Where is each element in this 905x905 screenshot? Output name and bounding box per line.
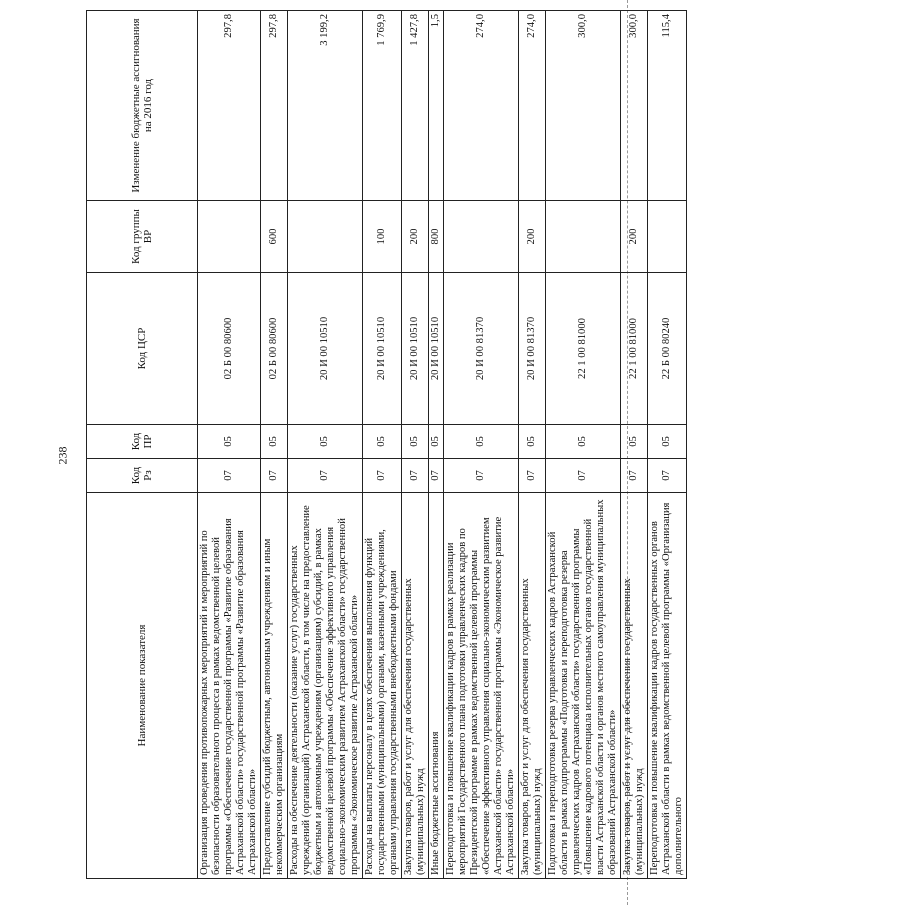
cell-rz: 07 [402, 459, 429, 493]
table-row [429, 11, 444, 879]
header-amount: Изменение бюджетные ассигнования на 2016 год [87, 11, 198, 201]
cell-pr: 05 [444, 425, 519, 459]
cell-amount: 1 769,9 [363, 11, 402, 201]
cell-vr: 200 [621, 201, 648, 273]
cell-name: Подготовка и переподготовка резерва управленческих кадров Астраханской области в рамках подпрограммы «Подготовка и переподготовка резерва управленческих кадров Астраханской области» государственной программы «Повышение кадрового потенциала исполнительных органов государственной власти Астраханской области и органов местного самоуправления муниципальных образований Астраханской области» [546, 493, 621, 879]
table-header-row [87, 11, 198, 879]
cell-name: Расходы на обеспечение деятельности (оказание услуг) государственных учреждений (организаций) Астраханской области, в том числе на предоставление бюджетным и автономным учреждениям (организациям) субсидий, в рамках ведомственной целевой программы «Обеспечение эффективного управления социально-экономическим развитием Астраханской области» государственной программы «Экономическое развитие Астраханской области» [288, 493, 363, 879]
cell-pr: 05 [519, 425, 546, 459]
cell-csr: 20 И 00 81370 [519, 273, 546, 425]
cell-amount: 1 427,8 [402, 11, 429, 201]
cell-rz: 07 [621, 459, 648, 493]
header-name: Наименование показателя [87, 493, 198, 879]
cell-csr: 22 1 00 81000 [546, 273, 621, 425]
cell-rz: 07 [261, 459, 288, 493]
cell-amount: 297,8 [261, 11, 288, 201]
cell-vr [546, 201, 621, 273]
cell-vr: 200 [402, 201, 429, 273]
cell-vr [288, 201, 363, 273]
table-row [546, 11, 621, 879]
cell-rz: 07 [444, 459, 519, 493]
cell-rz: 07 [429, 459, 444, 493]
cell-name: Переподготовка и повышение квалификации кадров в рамках реализации мероприятий Государственного плана подготовки управленческих кадров по Президентской программе в рамках ведомственной целевой программы «Обеспечение эффективного управления социально-экономическим развитием Астраханской области» государственной программы «Экономическое развитие Астраханской области» [444, 493, 519, 879]
cell-csr: 20 И 00 81370 [444, 273, 519, 425]
cell-rz: 07 [546, 459, 621, 493]
table-row [363, 11, 402, 879]
page-number: 238 [55, 446, 70, 465]
cell-csr: 20 И 00 10510 [402, 273, 429, 425]
cell-amount: 115,4 [648, 11, 687, 201]
cell-csr: 20 И 00 10510 [429, 273, 444, 425]
cell-pr: 05 [402, 425, 429, 459]
cell-name: Закупка товаров, работ и услуг для обеспечения государственных (муниципальных) нужд [519, 493, 546, 879]
cell-rz: 07 [363, 459, 402, 493]
table-row [444, 11, 519, 879]
header-pr: Код ПР [87, 425, 198, 459]
table-row [198, 11, 261, 879]
cell-vr [648, 201, 687, 273]
header-rz: Код Рз [87, 459, 198, 493]
cell-vr [198, 201, 261, 273]
cell-vr: 600 [261, 201, 288, 273]
cell-rz: 07 [519, 459, 546, 493]
cell-pr: 05 [546, 425, 621, 459]
cell-csr: 02 Б 00 80600 [261, 273, 288, 425]
cell-amount: 274,0 [519, 11, 546, 201]
cell-name: Иные бюджетные ассигнования [429, 493, 444, 879]
cell-amount: 3 199,2 [288, 11, 363, 201]
cell-vr: 200 [519, 201, 546, 273]
cell-csr: 22 1 00 81000 [621, 273, 648, 425]
table-row [648, 11, 687, 879]
table-row [261, 11, 288, 879]
cell-rz: 07 [648, 459, 687, 493]
cell-rz: 07 [288, 459, 363, 493]
cell-csr: 20 И 00 10510 [363, 273, 402, 425]
cell-rz: 07 [198, 459, 261, 493]
cell-csr: 22 Б 00 80240 [648, 273, 687, 425]
cell-pr: 05 [261, 425, 288, 459]
cell-pr: 05 [198, 425, 261, 459]
cell-vr [444, 201, 519, 273]
cell-amount: 300,0 [546, 11, 621, 201]
header-vr: Код группы ВР [87, 201, 198, 273]
cell-name: Закупка товаров, работ и услуг для обеспечения государственных (муниципальных) нужд [402, 493, 429, 879]
cell-pr: 05 [621, 425, 648, 459]
cell-amount: 1,5 [429, 11, 444, 201]
table-row [288, 11, 363, 879]
cell-pr: 05 [429, 425, 444, 459]
cell-csr: 20 И 00 10510 [288, 273, 363, 425]
cell-name: Организация проведения противопожарных мероприятий и мероприятий по безопасности образовательного процесса в рамках ведомственной целевой программы «Обеспечение государственной программы «Развитие образования Астраханской области» государственной программы «Развитие образования Астраханской области» [198, 493, 261, 879]
cell-amount: 300,0 [621, 11, 648, 201]
cell-amount: 274,0 [444, 11, 519, 201]
cell-amount: 297,8 [198, 11, 261, 201]
header-csr: Код ЦСР [87, 273, 198, 425]
table-row [621, 11, 648, 879]
cell-pr: 05 [363, 425, 402, 459]
table-row [519, 11, 546, 879]
cell-name: Закупка товаров, работ и услуг для обеспечения государственных (муниципальных) нужд [621, 493, 648, 879]
cell-vr: 100 [363, 201, 402, 273]
cell-name: Предоставление субсидий бюджетным, автономным учреждениям и иным некоммерческим организациям [261, 493, 288, 879]
cell-name: Расходы на выплаты персоналу в целях обеспечения выполнения функций государственными (муниципальными) органами, казенными учреждениями, органами управления государственными внебюджетными фондами [363, 493, 402, 879]
cell-name: Переподготовка и повышение квалификации кадров государственных органов Астраханской области в рамках ведомственной целевой программы «Организация дополнительного [648, 493, 687, 879]
cell-vr: 800 [429, 201, 444, 273]
cell-csr: 02 Б 00 80600 [198, 273, 261, 425]
cell-pr: 05 [648, 425, 687, 459]
cell-pr: 05 [288, 425, 363, 459]
table-row [402, 11, 429, 879]
budget-table [86, 10, 687, 879]
